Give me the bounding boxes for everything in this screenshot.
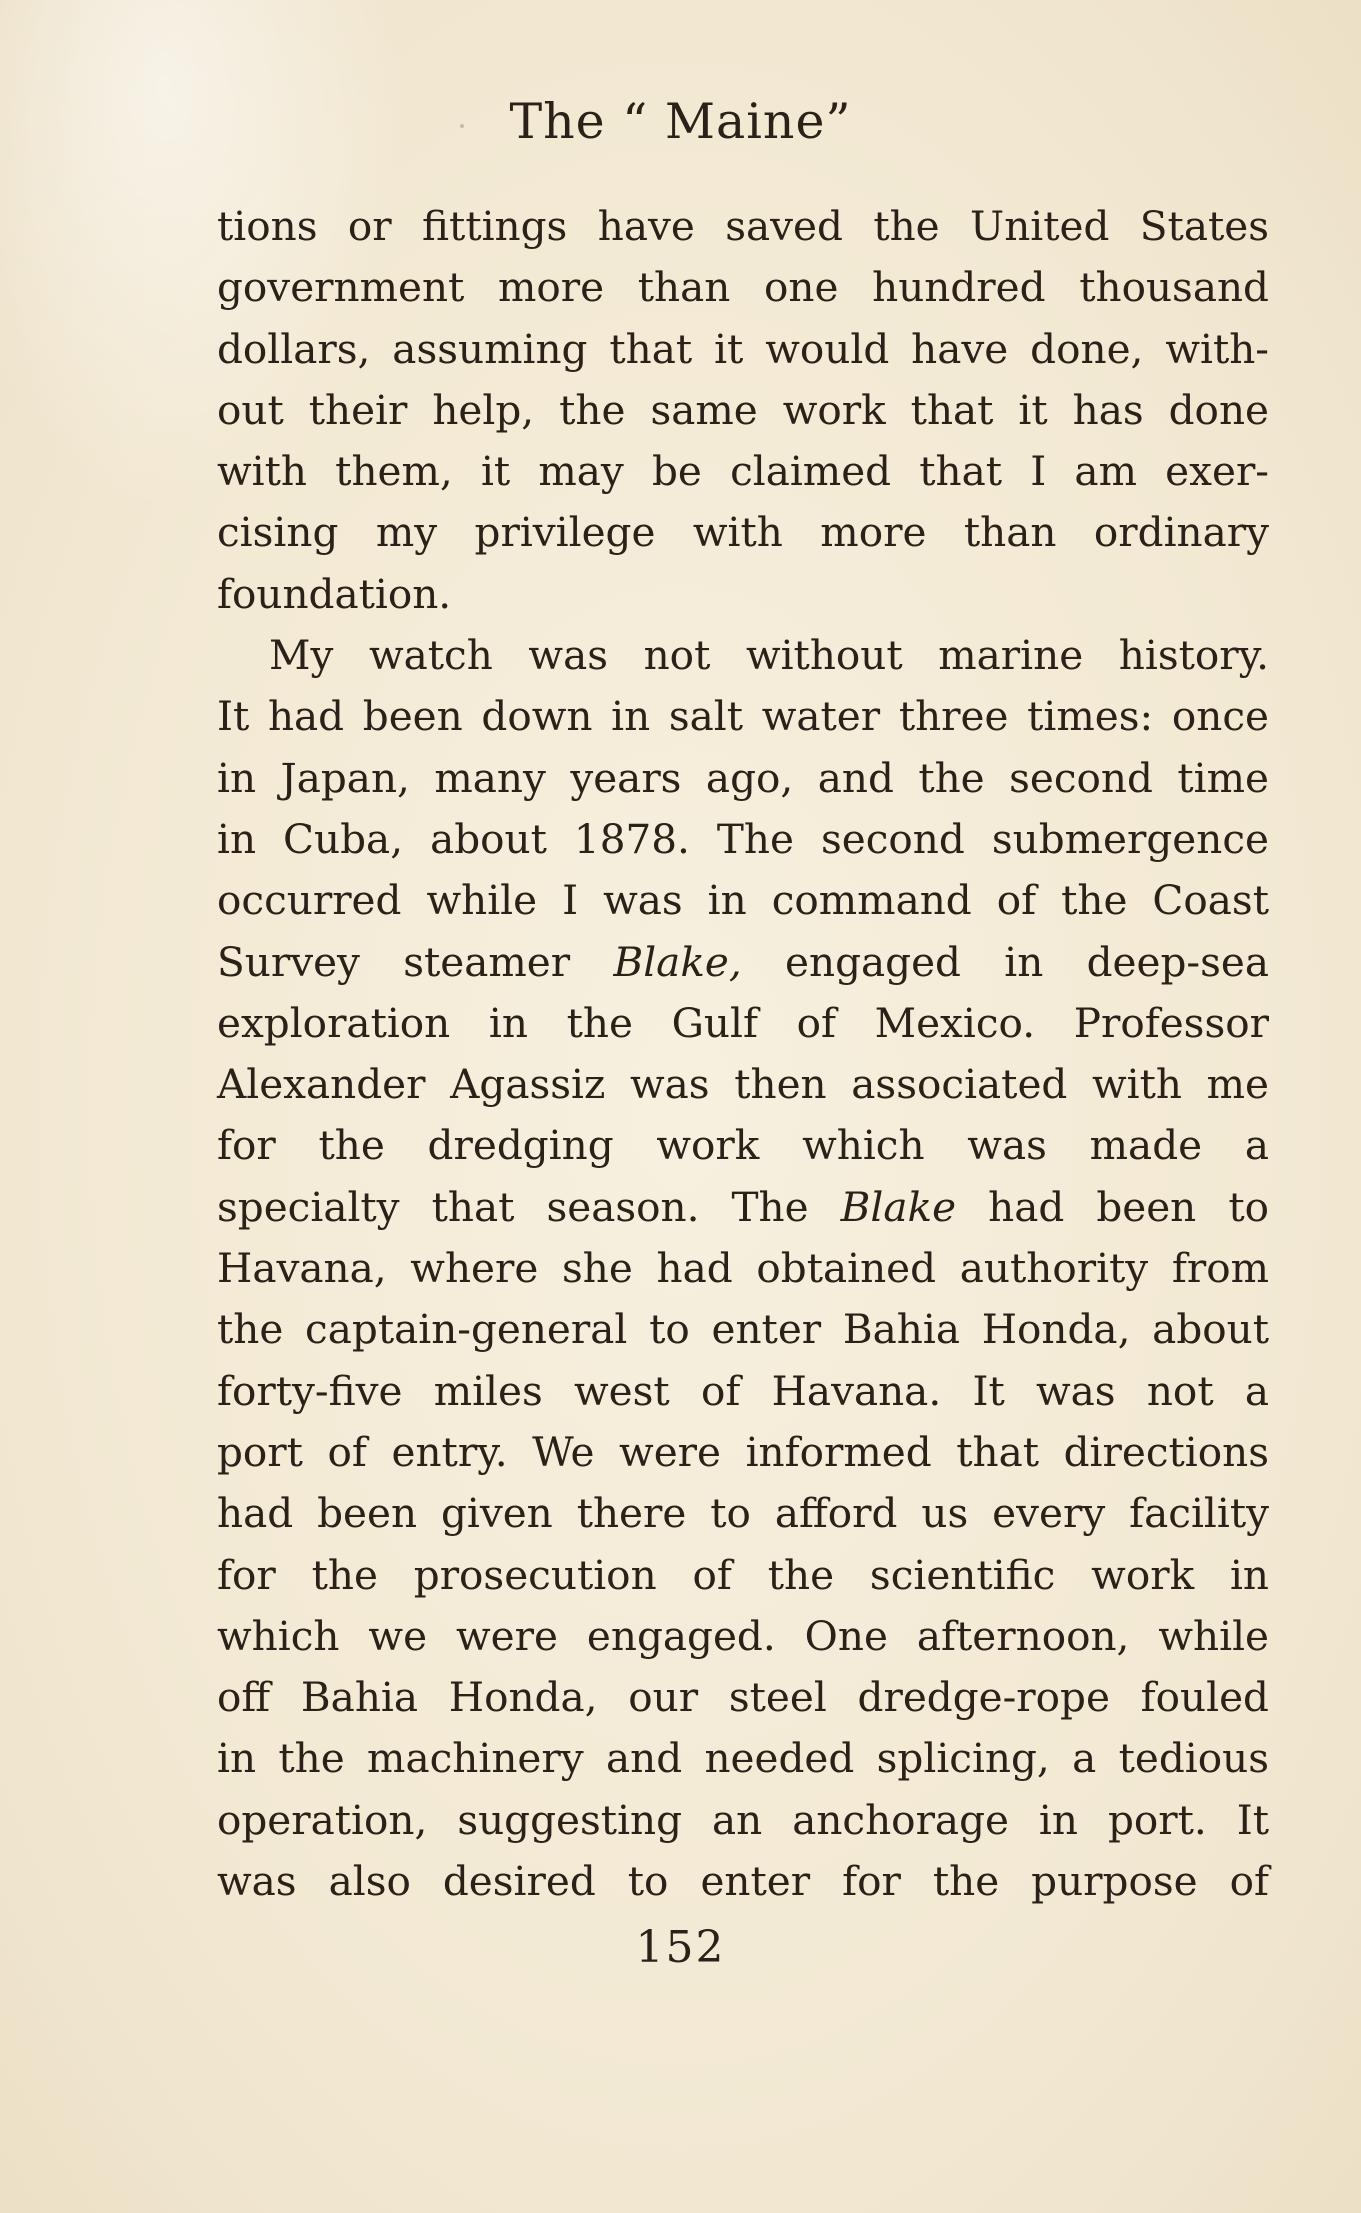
text-line: with them, it may be claimed that I am exer- <box>217 447 1269 496</box>
text-line: forty-five miles west of Havana. It was not a <box>217 1366 1269 1415</box>
text-line: exploration in the Gulf of Mexico. Professor <box>217 998 1269 1047</box>
text-line: tions or fittings have saved the United States <box>217 202 1269 250</box>
text-line: occurred while I was in command of the Coast <box>217 876 1269 925</box>
running-head: The “ Maine” <box>509 93 852 150</box>
text-segment: Survey steamer <box>217 937 614 986</box>
text-line: for the prosecution of the scientific work in <box>217 1550 1269 1599</box>
italic-ship-name: Blake <box>840 1182 957 1231</box>
body-text <box>217 196 1269 1912</box>
text-line: Havana, where she had obtained authority from <box>217 1244 1269 1293</box>
text-line: It had been down in salt water three times: once <box>217 692 1269 741</box>
text-line: the captain-general to enter Bahia Honda, about <box>217 1305 1269 1354</box>
text-line: dollars, assuming that it would have done, with- <box>217 324 1269 373</box>
italic-ship-name: Blake, <box>613 937 742 986</box>
page-number: 152 <box>635 1922 726 1973</box>
text-line: in Japan, many years ago, and the second time <box>217 753 1269 802</box>
text-line: out their help, the same work that it has done <box>217 385 1269 434</box>
text-line-paragraph-start: My watch was not without marine history. <box>269 631 1269 680</box>
text-line: operation, suggesting an anchorage in port. It <box>217 1795 1269 1844</box>
text-line: had been given there to afford us every facility <box>217 1489 1269 1538</box>
text-line: Alexander Agassiz was then associated with me <box>217 1060 1269 1109</box>
text-segment: engaged in deep-sea <box>741 937 1269 986</box>
text-line: off Bahia Honda, our steel dredge-rope fouled <box>217 1673 1269 1722</box>
text-line-with-italic <box>217 932 1269 993</box>
text-line: in Cuba, about 1878. The second submergence <box>217 814 1269 863</box>
text-segment: specialty that season. The <box>217 1182 841 1231</box>
text-line-with-italic <box>217 1177 1269 1238</box>
text-line: for the dredging work which was made a <box>217 1121 1269 1170</box>
text-line: cising my privilege with more than ordinary <box>217 508 1269 557</box>
text-segment: had been to <box>956 1182 1269 1231</box>
text-line: port of entry. We were informed that directions <box>217 1427 1269 1476</box>
text-line: was also desired to enter for the purpose of <box>217 1857 1269 1906</box>
text-line: government more than one hundred thousand <box>217 263 1269 312</box>
text-line-paragraph-end: foundation. <box>217 569 452 618</box>
text-line: in the machinery and needed splicing, a tedious <box>217 1734 1269 1783</box>
text-line: which we were engaged. One afternoon, while <box>217 1611 1269 1660</box>
